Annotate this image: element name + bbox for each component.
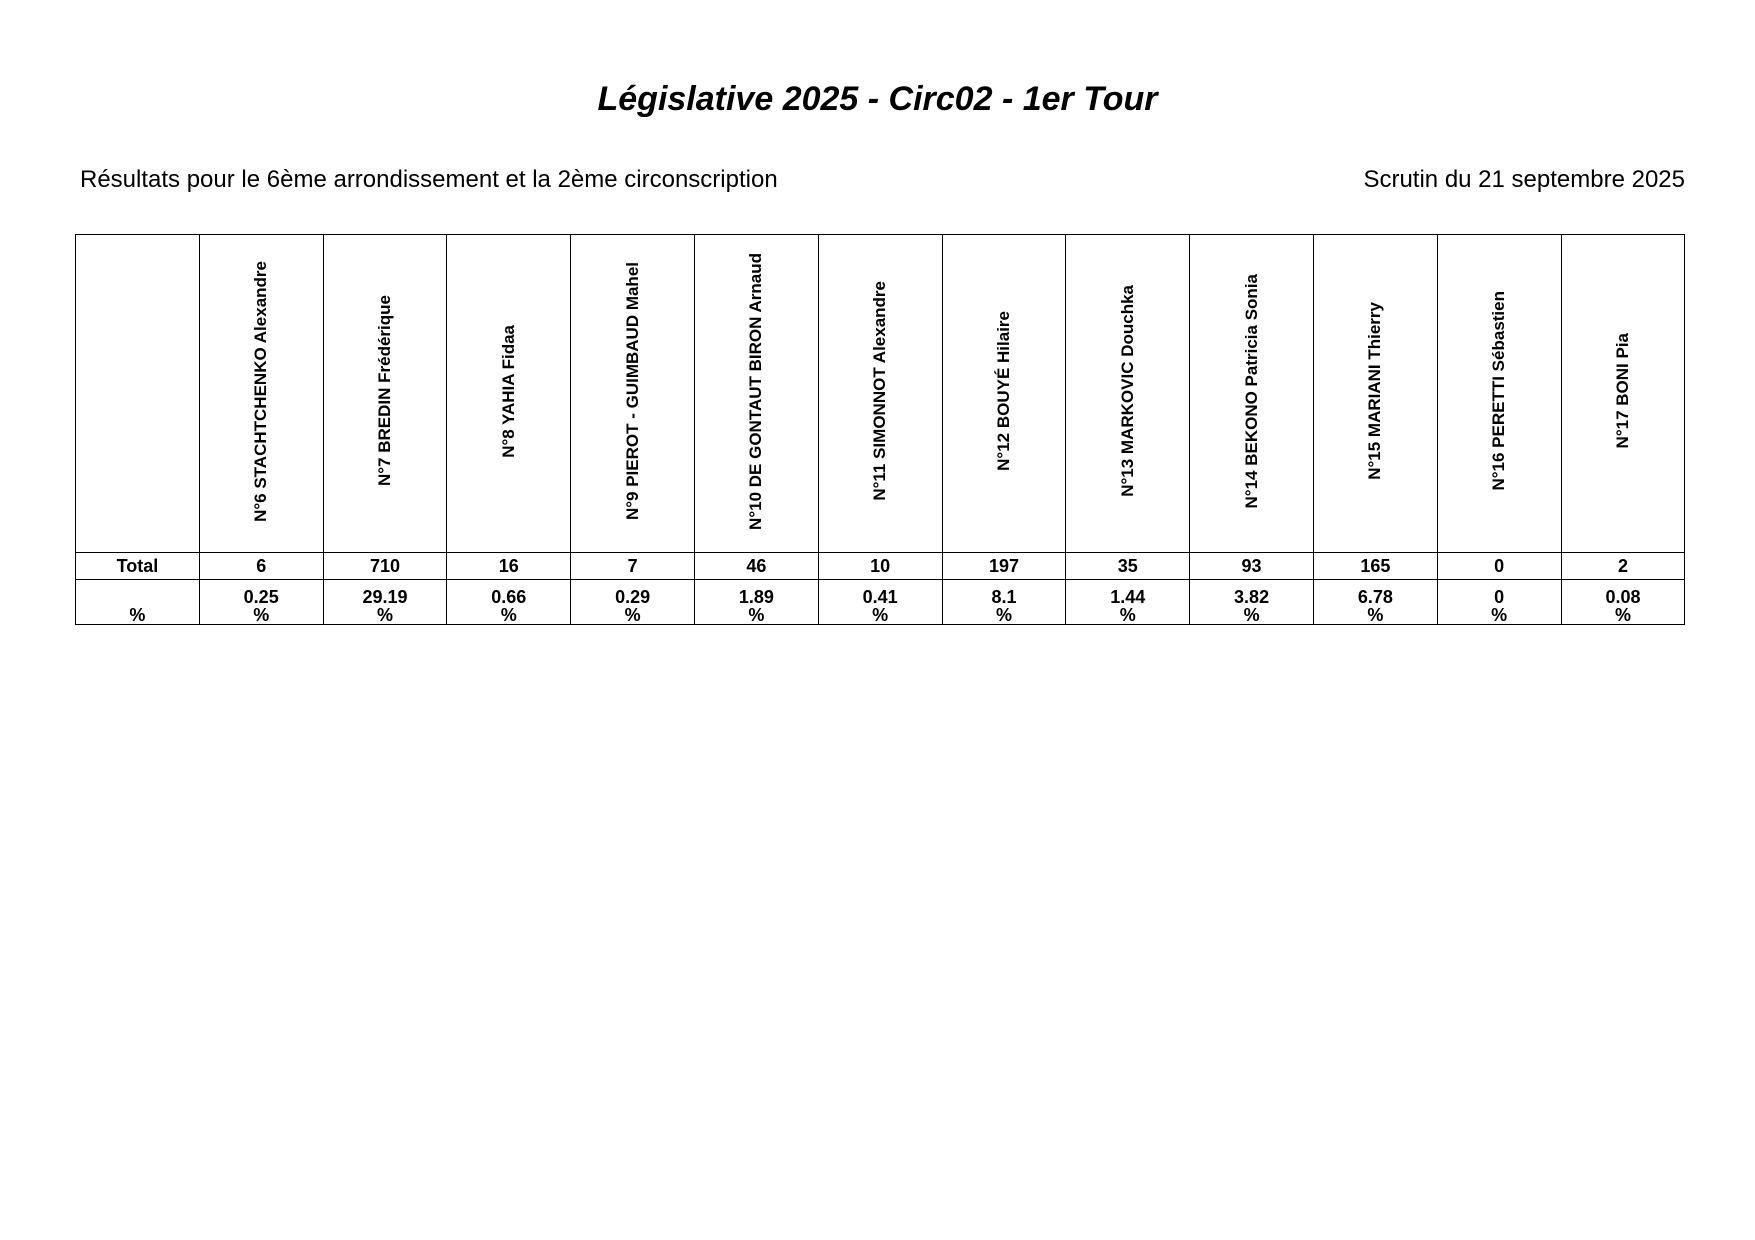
percent-value: 0: [1494, 587, 1505, 607]
total-cell: 93: [1190, 553, 1314, 580]
percent-cell: [323, 580, 447, 625]
percent-value: 0.25: [243, 587, 279, 607]
candidate-header: [1437, 235, 1561, 553]
total-cell: 10: [818, 553, 942, 580]
percent-value: 1.89: [738, 587, 774, 607]
percent-unit: %: [1491, 605, 1508, 625]
total-cell: 7: [571, 553, 695, 580]
total-row-label: Total: [76, 553, 200, 580]
percent-value: 0.66: [491, 587, 527, 607]
total-cell: 35: [1066, 553, 1190, 580]
percent-unit: %: [500, 605, 517, 625]
percent-cell: [447, 580, 571, 625]
percent-cell: [1313, 580, 1437, 625]
percent-unit: %: [376, 605, 393, 625]
percent-cell: [199, 580, 323, 625]
candidate-name: N°11 SIMONNOT Alexandre: [870, 281, 890, 501]
candidate-name: N°15 MARIANI Thierry: [1365, 302, 1385, 480]
candidate-header: [323, 235, 447, 553]
percent-unit: %: [1367, 605, 1384, 625]
candidate-name: N°6 STACHTCHENKO Alexandre: [251, 260, 271, 522]
percent-unit: %: [253, 605, 270, 625]
percent-row: [76, 580, 1685, 625]
candidate-name: N°10 DE GONTAUT BIRON Arnaud: [746, 252, 766, 530]
total-cell: 2: [1561, 553, 1685, 580]
percent-cell: [942, 580, 1066, 625]
candidate-header: [447, 235, 571, 553]
candidate-header: [571, 235, 695, 553]
candidate-name: N°14 BEKONO Patricia Sonia: [1241, 273, 1261, 509]
total-cell: 165: [1313, 553, 1437, 580]
candidate-name: N°16 PERETTI Sébastien: [1489, 291, 1509, 491]
document-title: Législative 2025 - Circ02 - 1er Tour: [597, 80, 1158, 118]
percent-cell: [1190, 580, 1314, 625]
candidate-header: [1190, 235, 1314, 553]
percent-value: 0.41: [862, 587, 898, 607]
total-cell: 710: [323, 553, 447, 580]
candidate-name: N°12 BOUYÉ Hilaire: [993, 311, 1013, 471]
candidate-header: [694, 235, 818, 553]
candidate-header: [1066, 235, 1190, 553]
percent-value: 29.19: [362, 587, 408, 607]
empty-corner-cell: [76, 235, 200, 553]
total-cell: 6: [199, 553, 323, 580]
percent-unit: %: [1119, 605, 1136, 625]
total-cell: 46: [694, 553, 818, 580]
candidate-name: N°9 PIEROT - GUIMBAUD Mahel: [622, 261, 642, 521]
percent-row-label: %: [76, 580, 200, 625]
percent-cell: [1437, 580, 1561, 625]
percent-cell: [818, 580, 942, 625]
results-subtitle: Résultats pour le 6ème arrondissement et la 2ème circonscription: [80, 166, 778, 193]
percent-value: 0.08: [1605, 587, 1641, 607]
candidate-name: N°17 BONI Pia: [1612, 333, 1632, 449]
candidate-name: N°8 YAHIA Fidaa: [498, 324, 518, 458]
percent-value: 1.44: [1110, 587, 1146, 607]
percent-cell: [571, 580, 695, 625]
election-date: Scrutin du 21 septembre 2025: [1363, 166, 1685, 193]
candidate-header: [942, 235, 1066, 553]
candidate-header: [1561, 235, 1685, 553]
candidate-header-row: [76, 235, 1685, 553]
results-table: [75, 234, 1685, 625]
candidate-header: [199, 235, 323, 553]
candidate-header: [1313, 235, 1437, 553]
percent-unit: %: [1614, 605, 1631, 625]
total-cell: 16: [447, 553, 571, 580]
candidate-header: [818, 235, 942, 553]
total-cell: 0: [1437, 553, 1561, 580]
candidate-name: N°13 MARKOVIC Douchka: [1117, 285, 1137, 497]
candidate-name: N°7 BREDIN Frédérique: [374, 295, 394, 487]
percent-unit: %: [748, 605, 765, 625]
percent-cell: [1066, 580, 1190, 625]
percent-unit: %: [995, 605, 1012, 625]
percent-value: 3.82: [1234, 587, 1270, 607]
percent-unit: %: [872, 605, 889, 625]
percent-cell: [1561, 580, 1685, 625]
percent-value: 0.29: [615, 587, 651, 607]
percent-value: 8.1: [991, 587, 1017, 607]
percent-value: 6.78: [1357, 587, 1393, 607]
percent-unit: %: [1243, 605, 1260, 625]
total-row: [76, 553, 1685, 580]
total-cell: 197: [942, 553, 1066, 580]
percent-unit: %: [624, 605, 641, 625]
percent-cell: [694, 580, 818, 625]
